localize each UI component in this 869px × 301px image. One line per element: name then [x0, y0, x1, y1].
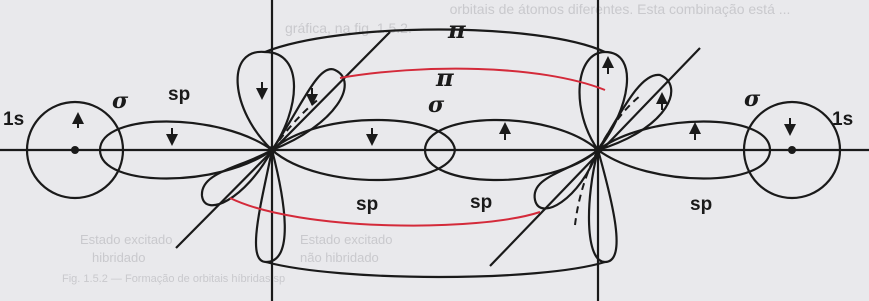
p-lobe-right-up — [580, 52, 628, 150]
label-1s-left: 1s — [3, 109, 25, 130]
bleed-excited-left: Estado excitado — [80, 232, 173, 247]
p-lobe-left-down — [256, 150, 285, 262]
bleed-hybrid-left: hibridado — [92, 250, 146, 265]
label-sigma-left: σ — [112, 88, 129, 114]
label-sigma-center: σ — [428, 92, 445, 118]
bleed-excited-center: Estado excitado — [300, 232, 393, 247]
label-sp-center-left: sp — [356, 194, 379, 215]
bleed-caption: Fig. 1.5.2 — Formação de orbitais híbridas sp — [62, 273, 286, 285]
p-lobe-left-upright — [272, 69, 345, 150]
nucleus-c-right — [594, 146, 602, 154]
dashed-edge-left — [272, 98, 320, 150]
p-lobe-right-upright — [598, 75, 671, 150]
label-sigma-right: σ — [744, 86, 761, 112]
bleed-line-2: gráfica, na fig. 1.5.2. — [285, 20, 412, 36]
p-lobe-right-down — [589, 150, 617, 262]
bleed-line-1: orbitais de átomos diferentes. Esta combinação está ... — [449, 1, 791, 17]
label-sp-center-right: sp — [470, 192, 493, 213]
pi-bond-red-lower — [230, 198, 540, 226]
nucleus-h-left — [71, 146, 79, 154]
pi-bond-lines — [230, 69, 605, 226]
label-pi-inner: π — [436, 63, 454, 92]
label-sp-left: sp — [168, 84, 191, 105]
pi-bond-red-upper — [340, 69, 605, 90]
label-pi-top: π — [448, 15, 466, 44]
bleed-nonhybrid-center: não hibridado — [300, 250, 379, 265]
nucleus-c-left — [268, 146, 276, 154]
nucleus-h-right — [788, 146, 796, 154]
label-sp-right: sp — [690, 194, 713, 215]
label-1s-right: 1s — [832, 109, 854, 130]
diagonal-axis-left — [176, 32, 390, 248]
